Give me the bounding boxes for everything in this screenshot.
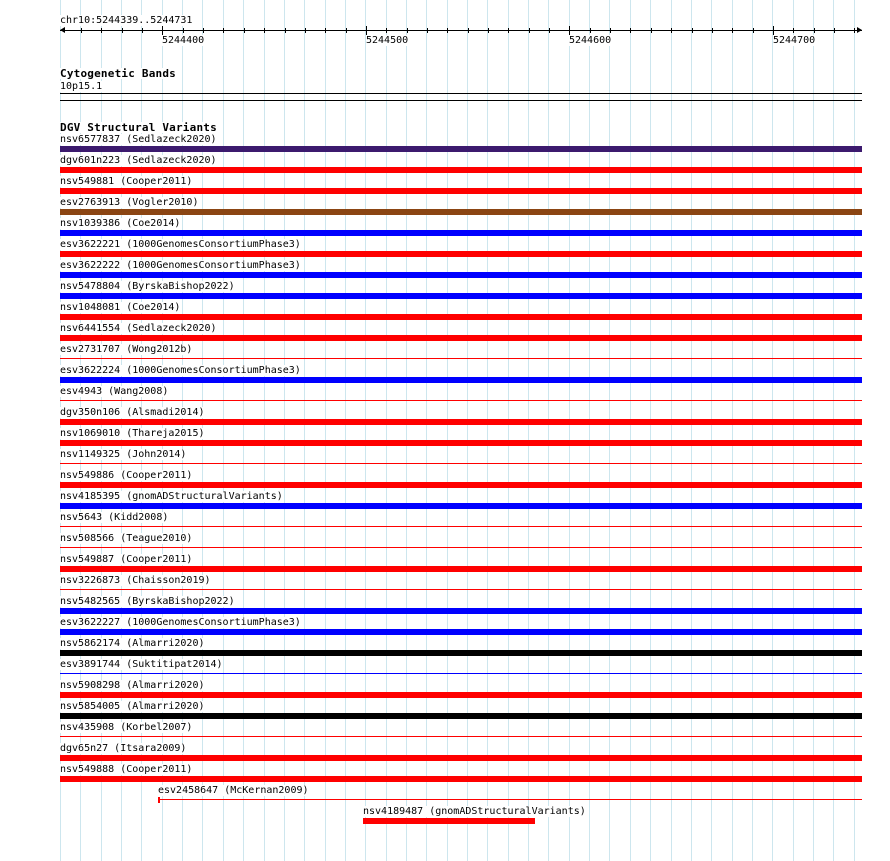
ruler-minor-tick xyxy=(244,28,245,33)
gridline xyxy=(833,0,834,861)
gridline xyxy=(609,0,610,861)
dgv-feature-label: esv3622222 (1000GenomesConsortiumPhase3) xyxy=(60,260,301,271)
dgv-feature-bar[interactable] xyxy=(60,629,862,635)
gridline xyxy=(752,0,753,861)
dgv-feature-label: nsv508566 (Teague2010) xyxy=(60,533,193,544)
gridline xyxy=(528,0,529,861)
dgv-feature-bar[interactable] xyxy=(60,589,862,590)
dgv-feature-label: nsv5862174 (Almarri2020) xyxy=(60,638,205,649)
track-title: Cytogenetic Bands xyxy=(60,67,176,80)
dgv-feature-label: esv2731707 (Wong2012b) xyxy=(60,344,193,355)
gridline xyxy=(793,0,794,861)
dgv-feature-label: nsv6577837 (Sedlazeck2020) xyxy=(60,134,217,145)
gridline xyxy=(345,0,346,861)
dgv-feature-label: dgv350n106 (Alsmadi2014) xyxy=(60,407,205,418)
dgv-feature-bar[interactable] xyxy=(60,463,862,464)
gridline xyxy=(365,0,366,861)
ruler-minor-tick xyxy=(264,28,265,33)
ruler-minor-tick xyxy=(285,28,286,33)
dgv-feature-bar[interactable] xyxy=(60,209,862,215)
track-title: DGV Structural Variants xyxy=(60,121,217,134)
dgv-feature-label: nsv3226873 (Chaisson2019) xyxy=(60,575,211,586)
gridline xyxy=(487,0,488,861)
ruler-minor-tick xyxy=(793,28,794,33)
ruler-minor-tick xyxy=(81,28,82,33)
ruler-left-arrow-icon xyxy=(60,27,65,33)
ruler-minor-tick xyxy=(692,28,693,33)
dgv-feature-bar[interactable] xyxy=(60,736,862,737)
ruler-minor-tick xyxy=(834,28,835,33)
dgv-feature-label: nsv5854005 (Almarri2020) xyxy=(60,701,205,712)
dgv-feature-bar[interactable] xyxy=(60,503,862,509)
ruler-major-tick xyxy=(773,26,774,35)
ruler-axis xyxy=(60,30,862,31)
gridline xyxy=(569,0,570,861)
gridline xyxy=(772,0,773,861)
dgv-feature-bar[interactable] xyxy=(60,482,862,488)
gridline xyxy=(304,0,305,861)
ruler-minor-tick xyxy=(753,28,754,33)
ruler-minor-tick xyxy=(142,28,143,33)
ruler-minor-tick xyxy=(386,28,387,33)
ruler-minor-tick xyxy=(468,28,469,33)
dgv-feature-bar[interactable] xyxy=(60,755,862,761)
dgv-feature-bar[interactable] xyxy=(60,692,862,698)
ruler-minor-tick xyxy=(346,28,347,33)
gridline xyxy=(813,0,814,861)
ruler-minor-tick xyxy=(651,28,652,33)
dgv-feature-label: esv3891744 (Suktitipat2014) xyxy=(60,659,223,670)
ruler-minor-tick xyxy=(732,28,733,33)
dgv-feature-endcap xyxy=(158,797,160,803)
ruler-tick-label: 5244500 xyxy=(366,35,409,46)
gridline xyxy=(589,0,590,861)
ruler-major-tick xyxy=(162,26,163,35)
dgv-feature-label: nsv5908298 (Almarri2020) xyxy=(60,680,205,691)
dgv-feature-bar[interactable] xyxy=(60,314,862,320)
dgv-feature-bar[interactable] xyxy=(60,419,862,425)
dgv-feature-label: nsv4189487 (gnomADStructuralVariants) xyxy=(363,806,586,817)
dgv-feature-bar[interactable] xyxy=(60,776,862,782)
cytoband-label: 10p15.1 xyxy=(60,81,103,92)
gridline xyxy=(691,0,692,861)
dgv-feature-bar[interactable] xyxy=(60,526,862,527)
gridline xyxy=(264,0,265,861)
dgv-feature-label: esv2763913 (Vogler2010) xyxy=(60,197,199,208)
ruler-minor-tick xyxy=(488,28,489,33)
gridline xyxy=(386,0,387,861)
gridline xyxy=(243,0,244,861)
gridline xyxy=(467,0,468,861)
dgv-feature-bar[interactable] xyxy=(363,818,535,824)
dgv-feature-bar[interactable] xyxy=(60,230,862,236)
ruler-minor-tick xyxy=(305,28,306,33)
dgv-feature-bar[interactable] xyxy=(60,335,862,341)
gridline xyxy=(854,0,855,861)
gridline xyxy=(650,0,651,861)
ruler-minor-tick xyxy=(854,28,855,33)
dgv-feature-bar[interactable] xyxy=(60,251,862,257)
dgv-feature-bar[interactable] xyxy=(60,650,862,656)
ruler-tick-label: 5244400 xyxy=(162,35,205,46)
ruler-minor-tick xyxy=(203,28,204,33)
dgv-feature-bar[interactable] xyxy=(60,673,862,674)
dgv-feature-label: nsv4185395 (gnomADStructuralVariants) xyxy=(60,491,283,502)
dgv-feature-label: dgv65n27 (Itsara2009) xyxy=(60,743,187,754)
gridline xyxy=(284,0,285,861)
ruler-major-tick xyxy=(366,26,367,35)
dgv-feature-label: nsv549888 (Cooper2011) xyxy=(60,764,193,775)
dgv-feature-bar[interactable] xyxy=(60,167,862,173)
ruler-minor-tick xyxy=(529,28,530,33)
dgv-feature-label: nsv435908 (Korbel2007) xyxy=(60,722,193,733)
dgv-feature-label: nsv549881 (Cooper2011) xyxy=(60,176,193,187)
dgv-feature-bar[interactable] xyxy=(60,293,862,299)
dgv-feature-label: dgv601n223 (Sedlazeck2020) xyxy=(60,155,217,166)
dgv-feature-label: nsv1069010 (Thareja2015) xyxy=(60,428,205,439)
ruler-major-tick xyxy=(569,26,570,35)
ruler-minor-tick xyxy=(325,28,326,33)
dgv-feature-bar[interactable] xyxy=(60,400,862,401)
dgv-feature-label: esv4943 (Wang2008) xyxy=(60,386,169,397)
dgv-feature-label: esv3622224 (1000GenomesConsortiumPhase3) xyxy=(60,365,301,376)
dgv-feature-bar[interactable] xyxy=(158,799,862,800)
ruler-minor-tick xyxy=(183,28,184,33)
dgv-feature-label: nsv1149325 (John2014) xyxy=(60,449,187,460)
dgv-feature-label: nsv5482565 (ByrskaBishop2022) xyxy=(60,596,235,607)
ruler-minor-tick xyxy=(610,28,611,33)
dgv-feature-label: nsv5478804 (ByrskaBishop2022) xyxy=(60,281,235,292)
gridline xyxy=(671,0,672,861)
gridline xyxy=(732,0,733,861)
dgv-feature-label: esv2458647 (McKernan2009) xyxy=(158,785,309,796)
ruler-minor-tick xyxy=(630,28,631,33)
dgv-feature-label: nsv1039386 (Coe2014) xyxy=(60,218,181,229)
dgv-feature-bar[interactable] xyxy=(60,608,862,614)
ruler-minor-tick xyxy=(549,28,550,33)
ruler-minor-tick xyxy=(671,28,672,33)
ruler-minor-tick xyxy=(712,28,713,33)
ruler-minor-tick xyxy=(508,28,509,33)
gridline xyxy=(447,0,448,861)
dgv-feature-bar[interactable] xyxy=(60,547,862,548)
ruler-minor-tick xyxy=(101,28,102,33)
ruler-minor-tick xyxy=(223,28,224,33)
gridline xyxy=(406,0,407,861)
dgv-feature-label: esv3622221 (1000GenomesConsortiumPhase3) xyxy=(60,239,301,250)
dgv-feature-bar[interactable] xyxy=(60,440,862,446)
dgv-feature-bar[interactable] xyxy=(60,272,862,278)
ruler-location-label: chr10:5244339..5244731 xyxy=(60,15,193,26)
dgv-feature-bar[interactable] xyxy=(60,146,862,152)
ruler-minor-tick xyxy=(427,28,428,33)
ruler-minor-tick xyxy=(122,28,123,33)
dgv-feature-bar[interactable] xyxy=(60,188,862,194)
gridline xyxy=(426,0,427,861)
gridline xyxy=(223,0,224,861)
dgv-feature-label: nsv549886 (Cooper2011) xyxy=(60,470,193,481)
gridline xyxy=(325,0,326,861)
ruler-minor-tick xyxy=(447,28,448,33)
ruler-tick-label: 5244700 xyxy=(773,35,816,46)
dgv-feature-label: esv3622227 (1000GenomesConsortiumPhase3) xyxy=(60,617,301,628)
dgv-feature-label: nsv5643 (Kidd2008) xyxy=(60,512,169,523)
dgv-feature-label: nsv6441554 (Sedlazeck2020) xyxy=(60,323,217,334)
ruler-minor-tick xyxy=(407,28,408,33)
cytoband-bar-top xyxy=(60,93,862,94)
dgv-feature-bar[interactable] xyxy=(60,566,862,572)
gridline xyxy=(711,0,712,861)
ruler-right-arrow-icon xyxy=(857,27,862,33)
gridline xyxy=(548,0,549,861)
dgv-feature-bar[interactable] xyxy=(60,713,862,719)
dgv-feature-bar[interactable] xyxy=(60,377,862,383)
dgv-feature-label: nsv549887 (Cooper2011) xyxy=(60,554,193,565)
ruler-minor-tick xyxy=(814,28,815,33)
gridline xyxy=(508,0,509,861)
cytoband-bar-bottom xyxy=(60,100,862,101)
gridline xyxy=(630,0,631,861)
ruler-tick-label: 5244600 xyxy=(569,35,612,46)
ruler-minor-tick xyxy=(590,28,591,33)
dgv-feature-bar[interactable] xyxy=(60,358,862,359)
dgv-feature-label: nsv1048081 (Coe2014) xyxy=(60,302,181,313)
